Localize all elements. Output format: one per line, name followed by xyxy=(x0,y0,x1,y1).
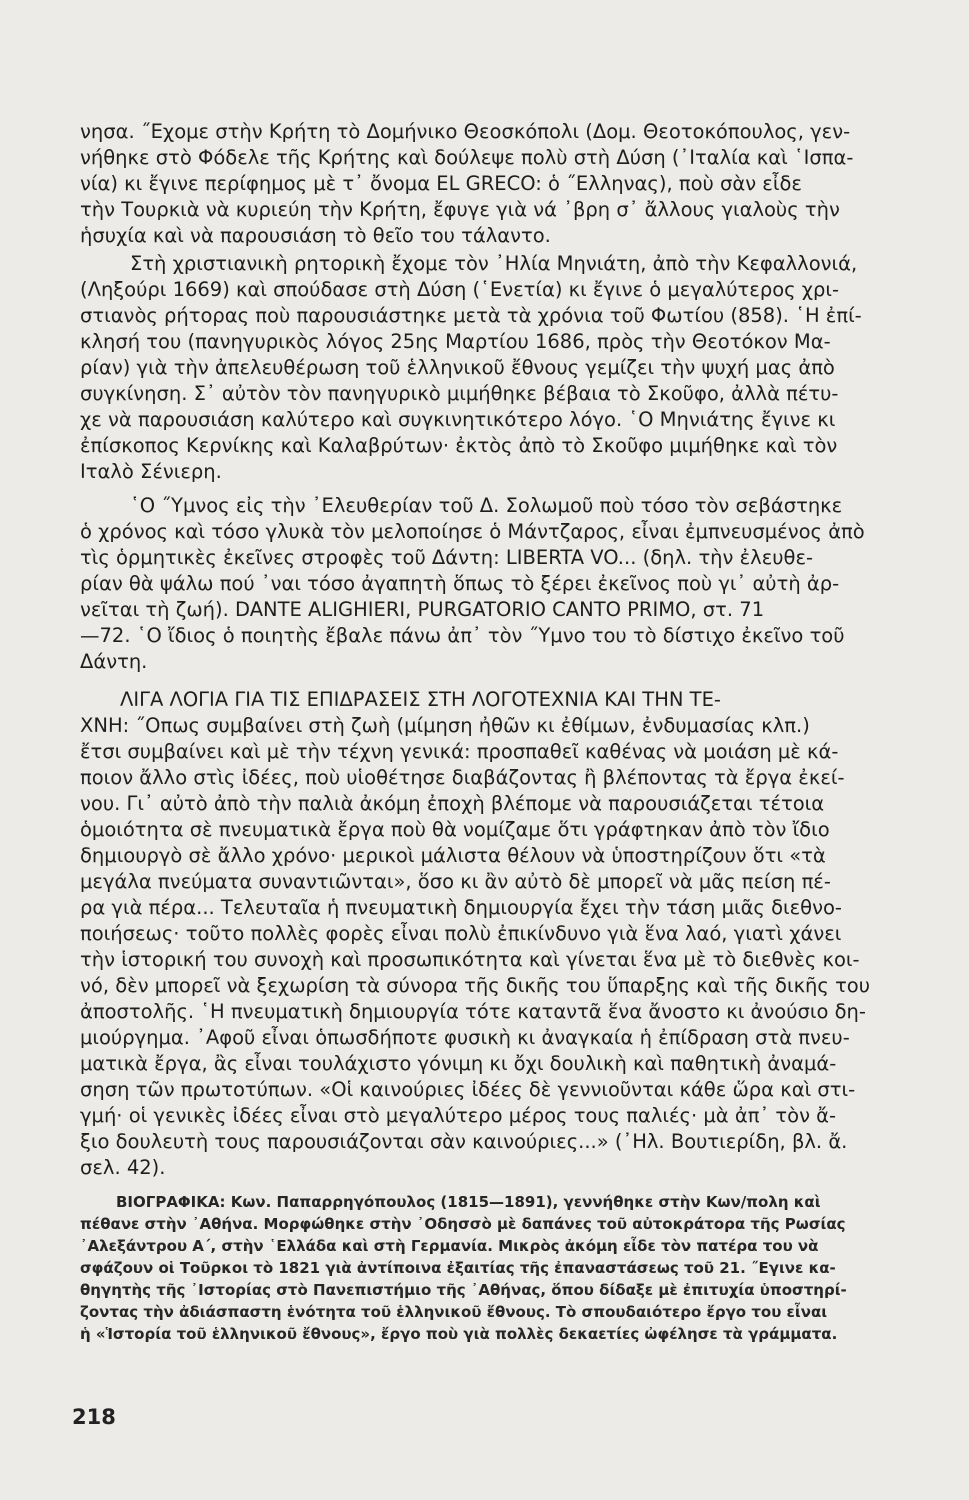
section-heading-line: ΛΙΓΑ ΛΟΓΙΑ ΓΙΑ ΤΙΣ ΕΠΙΔΡΑΣΕΙΣ ΣΤΗ ΛΟΓΟΤΕΧΝΙΑ ΚΑΙ ΤΗΝ ΤΕ- xyxy=(120,688,721,711)
text-line: ἀποστολῆς. ῾Η πνευματικὴ δημιουργία τότε καταντᾶ ἕνα ἄνοστο κι ἀνούσιο δη- xyxy=(80,1000,866,1023)
text-line: Στὴ χριστιανικὴ ρητορικὴ ἔχομε τὸν ᾿Ηλία Μηνιάτη, ἀπὸ τὴν Κεφαλλονιά, xyxy=(130,252,858,275)
text-line: ρα γιὰ πέρα... Τελευταῖα ἡ πνευματικὴ δημιουργία ἔχει τὴν τάση μιᾶς διεθνο- xyxy=(80,896,842,919)
text-line: ῾Ο ˝Υμνος εἰς τὴν ᾿Ελευθερίαν τοῦ Δ. Σολωμοῦ ποὺ τόσο τὸν σεβάστηκε xyxy=(130,494,843,517)
note-line: πέθανε στὴν ᾿Αθήνα. Μορφώθηκε στὴν ᾿Οδησσὸ μὲ δαπάνες τοῦ αὐτοκράτορα τῆς Ρωσίας xyxy=(80,1215,846,1233)
text-line: στιανὸς ρήτορας ποὺ παρουσιάστηκε μετὰ τὰ χρόνια τοῦ Φωτίου (858). ῾Η ἐπί- xyxy=(80,304,862,327)
text-line: χε νὰ παρουσιάση καλύτερο καὶ συγκινητικότερο λόγο. ῾Ο Μηνιάτης ἔγινε κι xyxy=(80,408,836,431)
text-line: ρίαν) γιὰ τὴν ἀπελευθέρωση τοῦ ἑλληνικοῦ ἔθνους γεμίζει τὴν ψυχή μας ἀπὸ xyxy=(80,356,835,379)
text-line: συγκίνηση. Σ᾿ αὐτὸν τὸν πανηγυρικὸ μιμήθηκε βέβαια τὸ Σκοῦφο, ἀλλὰ πέτυ- xyxy=(80,382,839,405)
text-line: ἐπίσκοπος Κερνίκης καὶ Καλαβρύτων· ἐκτὸς ἀπὸ τὸ Σκοῦφο μιμήθηκε καὶ τὸν xyxy=(80,434,838,457)
text-line: ποιήσεως· τοῦτο πολλὲς φορὲς εἶναι πολὺ ἐπικίνδυνο γιὰ ἕνα λαό, γιατὶ χάνει xyxy=(80,922,842,945)
text-line: σελ. 42). xyxy=(80,1156,166,1179)
text-line: ξιο δουλευτὴ τους παρουσιάζονται σὰν καινούριες...» (᾿Ηλ. Βουτιερίδη, βλ. ἄ. xyxy=(80,1130,848,1153)
note-line: ΒΙΟΓΡΑΦΙΚΑ: Κων. Παπαρρηγόπουλος (1815—1891), γεννήθηκε στὴν Κων/πολη καὶ xyxy=(116,1193,821,1211)
text-line: Ιταλὸ Σένιερη. xyxy=(80,460,222,483)
text-line: δημιουργὸ σὲ ἄλλο χρόνο· μερικοὶ μάλιστα θέλουν νὰ ὑποστηρίζουν ὅτι «τὰ xyxy=(80,844,826,867)
text-line: τὴν ἱστορική του συνοχὴ καὶ προσωπικότητα καὶ γίνεται ἕνα μὲ τὸ διεθνὲς κοι- xyxy=(80,948,860,971)
text-line: Δάντη. xyxy=(80,650,148,673)
text-line: νό, δὲν μπορεῖ νὰ ξεχωρίση τὰ σύνορα τῆς δικῆς του ὕπαρξης καὶ τῆς δικῆς του xyxy=(80,974,871,997)
text-line: ματικὰ ἔργα, ἂς εἶναι τουλάχιστο γόνιμη κι ὄχι δουλικὴ καὶ παθητικὴ ἀναμά- xyxy=(80,1052,837,1075)
text-line: γμή· οἱ γενικὲς ἰδέες εἶναι στὸ μεγαλύτερο μέρος τους παλιές· μὰ ἀπ᾿ τὸν ἄ- xyxy=(80,1104,837,1127)
text-line: τὶς ὁρμητικὲς ἐκεῖνες στροφὲς τοῦ Δάντη: LIBERTA VO... (δηλ. τὴν ἐλευθε- xyxy=(80,546,814,569)
note-line: θηγητὴς τῆς ᾿Ιστορίας στὸ Πανεπιστήμιο τῆς ᾿Αθήνας, ὅπου δίδαξε μὲ ἐπιτυχία ὑποστηρί- xyxy=(80,1281,847,1299)
text-line: ποιον ἄλλο στὶς ἰδέες, ποὺ υἱοθέτησε διαβάζοντας ἢ βλέποντας τὰ ἔργα ἐκεί- xyxy=(80,766,845,789)
page-number: 218 xyxy=(72,1405,116,1429)
text-line: μιούργημα. ᾿Αφοῦ εἶναι ὁπωσδήποτε φυσικὴ κι ἀναγκαία ἡ ἐπίδραση στὰ πνευ- xyxy=(80,1026,850,1049)
note-line: ἡ «Ἱστορία τοῦ ἑλληνικοῦ ἔθνους», ἔργο ποὺ γιὰ πολλὲς δεκαετίες ὠφέλησε τὰ γράμματα. xyxy=(80,1325,838,1343)
text-line: μεγάλα πνεύματα συναντιῶνται», ὅσο κι ἂν αὐτὸ δὲ μπορεῖ νὰ μᾶς πείση πέ- xyxy=(80,870,831,893)
text-line: νεῖται τὴ ζωή). DANTE ALIGHIERI, PURGATORIO CANTO PRIMO, στ. 71 xyxy=(80,598,765,621)
text-line: ἔτσι συμβαίνει καὶ μὲ τὴν τέχνη γενικά: προσπαθεῖ καθένας νὰ μοιάση μὲ κά- xyxy=(80,740,839,763)
text-line: ΧΝΗ: ˝Οπως συμβαίνει στὴ ζωὴ (μίμηση ἠθῶν κι ἐθίμων, ἐνδυμασίας κλπ.) xyxy=(80,714,810,737)
text-line: —72. ῾Ο ἴδιος ὁ ποιητὴς ἔβαλε πάνω ἀπ᾿ τὸν ˝Υμνο του τὸ δίστιχο ἐκεῖνο τοῦ xyxy=(80,624,845,647)
note-line: σφάζουν οἱ Τοῦρκοι τὸ 1821 γιὰ ἀντίποινα ἐξαιτίας τῆς ἐπαναστάσεως τοῦ 21. ˝Εγινε κα- xyxy=(80,1259,836,1277)
text-line: νήθηκε στὸ Φόδελε τῆς Κρήτης καὶ δούλεψε πολὺ στὴ Δύση (᾿Ιταλία καὶ ῾Ισπα- xyxy=(80,146,854,169)
text-line: κλησή του (πανηγυρικὸς λόγος 25ης Μαρτίου 1686, πρὸς τὴν Θεοτόκον Μα- xyxy=(80,330,831,353)
text-line: (Ληξούρι 1669) καὶ σπούδασε στὴ Δύση (῾Ενετία) κι ἔγινε ὁ μεγαλύτερος χρι- xyxy=(80,278,840,301)
text-line: νου. Γι᾿ αὐτὸ ἀπὸ τὴν παλιὰ ἀκόμη ἐποχὴ βλέπομε νὰ παρουσιάζεται τέτοια xyxy=(80,792,825,815)
text-line: νία) κι ἔγινε περίφημος μὲ τ᾿ ὄνομα EL GRECO: ὁ ˝Ελληνας), ποὺ σὰν εἶδε xyxy=(80,172,802,195)
text-line: ὁμοιότητα σὲ πνευματικὰ ἔργα ποὺ θὰ νομίζαμε ὅτι γράφτηκαν ἀπὸ τὸν ἴδιο xyxy=(80,818,830,841)
text-line: νησα. ˝Εχομε στὴν Κρήτη τὸ Δομήνικο Θεοσκόπολι (Δομ. Θεοτοκόπουλος, γεν- xyxy=(80,120,851,143)
text-line: ὁ χρόνος καὶ τόσο γλυκὰ τὸν μελοποίησε ὁ Μάντζαρος, εἶναι ἐμπνευσμένος ἀπὸ xyxy=(80,520,865,543)
text-line: σηση τῶν πρωτοτύπων. «Οἱ καινούριες ἰδέες δὲ γεννιοῦνται κάθε ὥρα καὶ στι- xyxy=(80,1078,856,1101)
text-line: τὴν Τουρκιὰ νὰ κυριεύη τὴν Κρήτη, ἔφυγε γιὰ νά ᾿βρη σ᾿ ἄλλους γιαλοὺς τὴν xyxy=(80,198,840,221)
note-line: ζοντας τὴν ἀδιάσπαστη ἑνότητα τοῦ ἑλληνικοῦ ἔθνους. Τὸ σπουδαιότερο ἔργο του εἶναι xyxy=(80,1303,828,1321)
text-line: ρίαν θὰ ψάλω πού ᾿ναι τόσο ἀγαπητὴ ὅπως τὸ ξέρει ἐκεῖνος ποὺ γι᾿ αὐτὴ ἀρ- xyxy=(80,572,840,595)
note-line: ᾿Αλεξάντρου Α΄, στὴν ῾Ελλάδα καὶ στὴ Γερμανία. Μικρὸς ἀκόμη εἶδε τὸν πατέρα του νὰ xyxy=(80,1237,819,1255)
text-line: ἡσυχία καὶ νὰ παρουσιάση τὸ θεῖο του τάλαντο. xyxy=(80,224,551,247)
